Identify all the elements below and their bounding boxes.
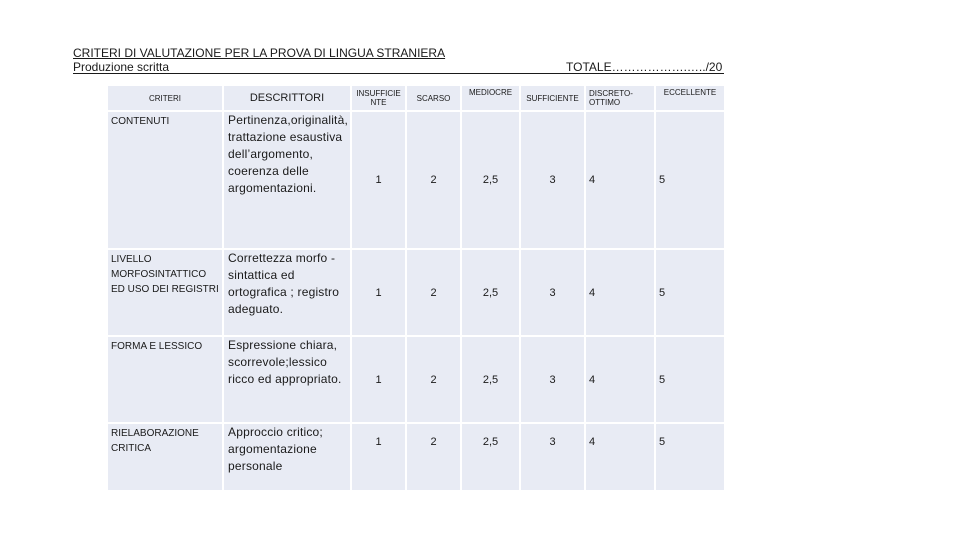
score-mediocre: 2,5 <box>462 112 519 248</box>
score-scarso: 2 <box>407 424 460 490</box>
column-header-discreto-ottimo: DISCRETO-OTTIMO <box>586 86 654 110</box>
column-header-mediocre: MEDIOCRE <box>462 86 519 110</box>
column-header-sufficiente: SUFFICIENTE <box>521 86 584 110</box>
descriptor-cell: Pertinenza,originalità, trattazione esaustiva dell’argomento, coerenza delle argomentazioni. <box>224 112 350 248</box>
score-insufficiente: 1 <box>352 112 405 248</box>
score-discreto-ottimo: 4 <box>586 250 654 335</box>
score-mediocre: 2,5 <box>462 337 519 422</box>
descriptor-cell: Approccio critico; argomentazione personale <box>224 424 350 490</box>
score-mediocre: 2,5 <box>462 424 519 490</box>
score-eccellente: 5 <box>656 424 724 490</box>
score-scarso: 2 <box>407 337 460 422</box>
descriptor-cell: Espressione chiara, scorrevole;lessico ricco ed appropriato. <box>224 337 350 422</box>
column-header-criteri: CRITERI <box>108 86 222 110</box>
criterion-cell: RIELABORAZIONE CRITICA <box>108 424 222 490</box>
score-sufficiente: 3 <box>521 424 584 490</box>
score-sufficiente: 3 <box>521 112 584 248</box>
score-sufficiente: 3 <box>521 250 584 335</box>
total-score-field: TOTALE……………….…../20 <box>566 60 723 74</box>
score-insufficiente: 1 <box>352 337 405 422</box>
document-title: CRITERI DI VALUTAZIONE PER LA PROVA DI LINGUA STRANIERA <box>73 46 446 60</box>
score-insufficiente: 1 <box>352 424 405 490</box>
criterion-cell: CONTENUTI <box>108 112 222 248</box>
table-header-row <box>108 86 724 110</box>
score-eccellente: 5 <box>656 337 724 422</box>
score-scarso: 2 <box>407 250 460 335</box>
score-discreto-ottimo: 4 <box>586 424 654 490</box>
column-header-eccellente: ECCELLENTE <box>656 86 724 110</box>
table-row <box>108 337 724 422</box>
score-discreto-ottimo: 4 <box>586 337 654 422</box>
criterion-cell: LIVELLO MORFOSINTATTICO ED USO DEI REGISTRI <box>108 250 222 335</box>
score-eccellente: 5 <box>656 250 724 335</box>
score-mediocre: 2,5 <box>462 250 519 335</box>
table-row <box>108 424 724 490</box>
score-discreto-ottimo: 4 <box>586 112 654 248</box>
score-scarso: 2 <box>407 112 460 248</box>
table-row <box>108 112 724 248</box>
evaluation-table <box>106 84 726 492</box>
score-insufficiente: 1 <box>352 250 405 335</box>
score-eccellente: 5 <box>656 112 724 248</box>
column-header-descrittori: DESCRITTORI <box>224 86 350 110</box>
score-sufficiente: 3 <box>521 337 584 422</box>
column-header-scarso: SCARSO <box>407 86 460 110</box>
document-subtitle: Produzione scritta <box>73 60 170 74</box>
table-row <box>108 250 724 335</box>
criterion-cell: FORMA E LESSICO <box>108 337 222 422</box>
descriptor-cell: Correttezza morfo -sintattica ed ortografica ; registro adeguato. <box>224 250 350 335</box>
column-header-insufficiente: INSUFFICIE NTE <box>352 86 405 110</box>
